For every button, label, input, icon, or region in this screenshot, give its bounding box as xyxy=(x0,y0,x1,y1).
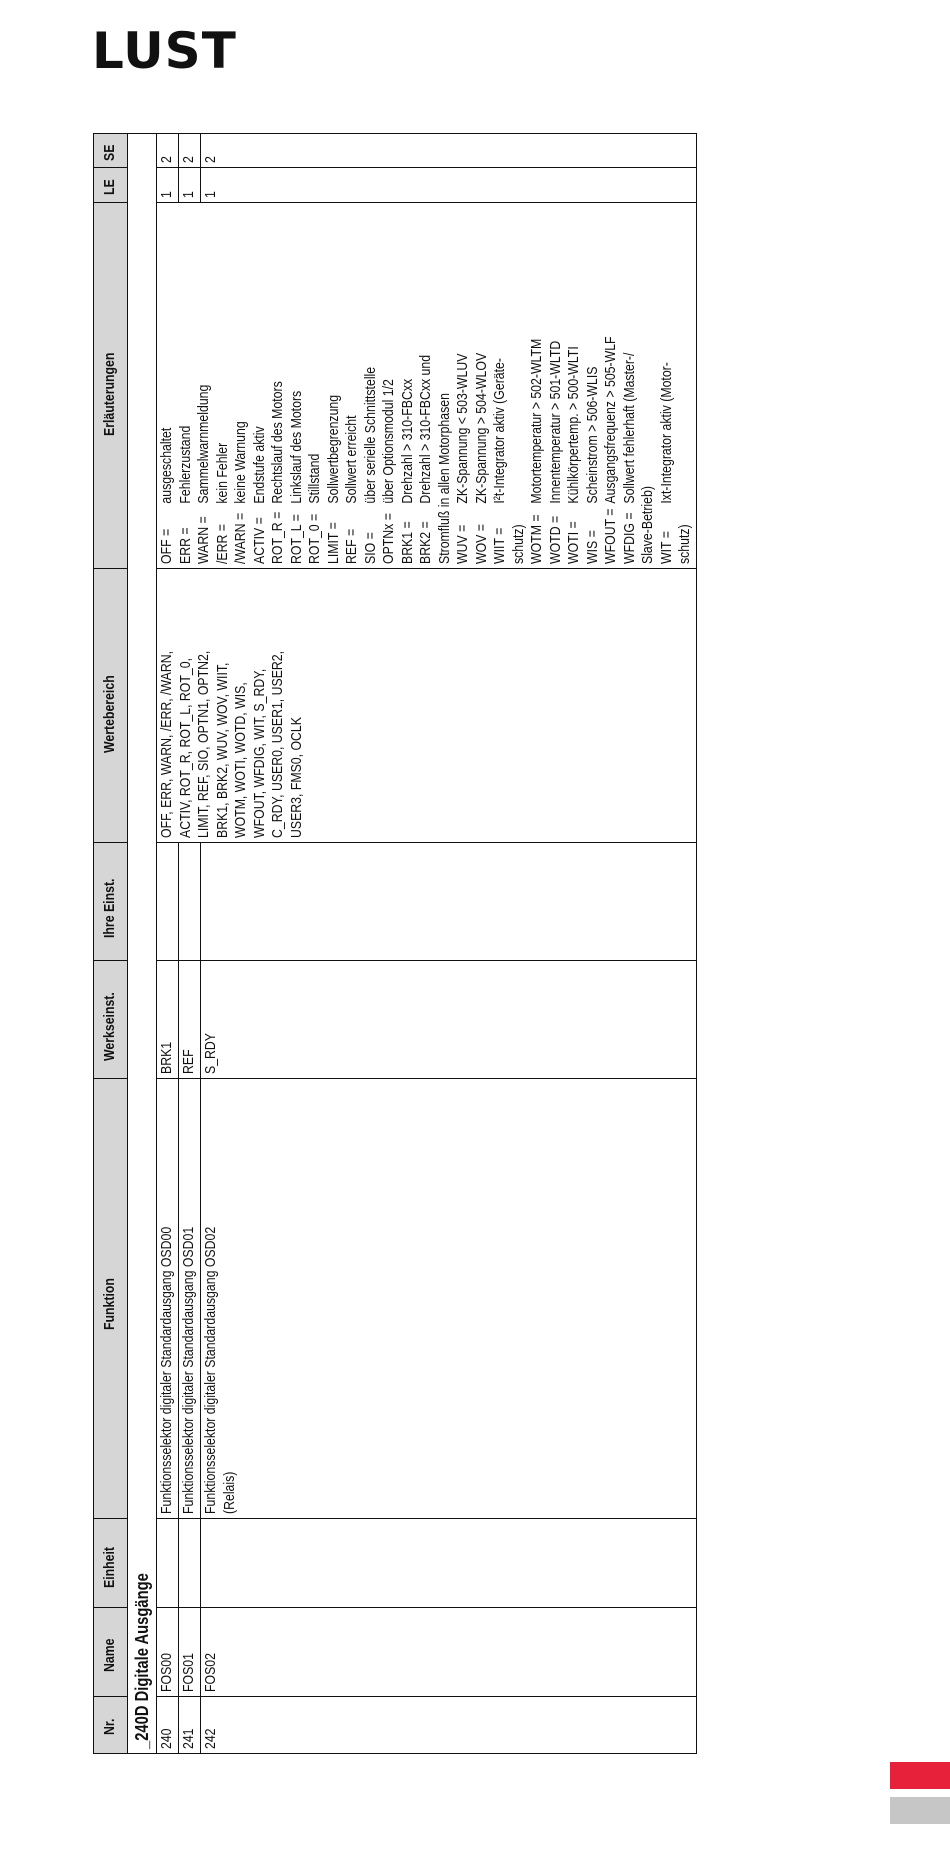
cell-funktion: Funktionsselektor digitaler Standardausgang OSD01 xyxy=(179,1079,201,1519)
description: ausgeschaltet xyxy=(158,427,175,504)
cell-name: FOS02 xyxy=(201,1608,697,1697)
cell-ihre-einst xyxy=(201,843,697,961)
header-nr: Nr. xyxy=(94,1697,128,1754)
parameter-table xyxy=(93,133,697,1754)
header-ihre-einst: Ihre Einst. xyxy=(94,843,128,961)
funktion-extra: (Relais) xyxy=(220,1471,238,1514)
description-continued: Stromfluß in allen Motorphasen xyxy=(435,393,453,564)
cell-einheit xyxy=(179,1519,201,1608)
description: Kühlkörpertemp. > 500-WLTI xyxy=(565,346,582,504)
code: LIMIT = xyxy=(324,522,342,564)
wertebereich-line: C_RDY, USER0, USER1, USER2, xyxy=(269,650,286,838)
code: WOTI = xyxy=(565,521,582,564)
wertebereich-line: USER3, FMS0, OCLK xyxy=(287,717,305,838)
header-werkseinst: Werkseinst. xyxy=(94,961,128,1079)
rotated-table-wrapper xyxy=(93,134,857,1754)
description: Scheinstrom > 506-WLIS xyxy=(583,366,601,504)
cell-werkseinst: REF xyxy=(179,961,201,1079)
cell-einheit xyxy=(201,1519,697,1608)
description: Ixt-Integrator aktiv (Motor- xyxy=(657,362,675,504)
cell-ihre-einst xyxy=(157,843,179,961)
code: ACTIV = xyxy=(250,517,268,564)
description-continued: schutz) xyxy=(676,524,693,564)
code: WOV = xyxy=(472,524,490,564)
cell-funktion: Funktionsselektor digitaler Standardausgang OSD00 xyxy=(157,1079,179,1519)
description: über serielle Schnittstelle xyxy=(361,366,379,504)
page-tab-grey xyxy=(890,1797,950,1824)
code: BRK2 = xyxy=(417,521,434,564)
section-title: _240D Digitale Ausgänge xyxy=(128,134,157,1754)
description: kein Fehler xyxy=(213,442,231,504)
code: WFOUT = xyxy=(602,508,619,564)
cell-wertebereich xyxy=(157,569,697,843)
cell-le: 1 xyxy=(157,168,179,203)
code: REF = xyxy=(343,528,360,564)
description: Endstufe aktiv xyxy=(250,426,268,504)
description: Linkslauf des Motors xyxy=(287,390,305,504)
wertebereich-line: LIMIT, REF, SIO, OPTN1, OPTN2, xyxy=(195,650,212,838)
cell-werkseinst: BRK1 xyxy=(157,961,179,1079)
code: ROT_L = xyxy=(287,514,305,564)
cell-nr: 242 xyxy=(201,1697,697,1754)
code: WIIT = xyxy=(491,527,508,564)
cell-ihre-einst xyxy=(179,843,201,961)
erlaeuterungen-list xyxy=(158,336,695,564)
lust-logo: LUST xyxy=(92,22,237,80)
section-row xyxy=(128,134,157,1754)
code: ROT_R = xyxy=(269,511,286,564)
code: WOTM = xyxy=(528,514,545,564)
description: Stillstand xyxy=(306,453,323,504)
cell-name: FOS00 xyxy=(157,1608,179,1697)
cell-nr: 240 xyxy=(157,1697,179,1754)
description: Sammelwarnmeldung xyxy=(195,384,212,504)
description: I²t-Integrator aktiv (Geräte- xyxy=(491,358,508,504)
wertebereich-line: WOTM, WOTI, WOTD, WIS, xyxy=(232,682,249,838)
description: Drehzahl > 310-FBCxx xyxy=(398,378,416,504)
page-tab-red xyxy=(890,1762,950,1789)
cell-se: 2 xyxy=(179,134,201,168)
description: Sollwert erreicht xyxy=(343,415,360,504)
wertebereich-line: OFF, ERR, WARN, /ERR, /WARN, xyxy=(158,650,175,838)
cell-einheit xyxy=(157,1519,179,1608)
description: Ausgangsfrequenz > 505-WLF xyxy=(602,336,619,504)
code: /WARN = xyxy=(232,512,249,564)
description: Sollwert fehlerhaft (Master-/ xyxy=(620,352,638,504)
header-wertebereich: Wertebereich xyxy=(94,569,128,843)
code: SIO = xyxy=(361,532,379,564)
code: /ERR = xyxy=(213,524,231,564)
code: WUV = xyxy=(454,524,471,564)
description: keine Warnung xyxy=(232,421,249,504)
wertebereich-line: ACTIV, ROT_R, ROT_L, ROT_0, xyxy=(176,658,194,838)
cell-werkseinst: S_RDY xyxy=(201,961,697,1079)
description: Motortemperatur > 502-WLTM xyxy=(528,338,545,504)
code: WIS = xyxy=(583,530,601,564)
description-continued: schutz) xyxy=(509,524,527,564)
code: WIT = xyxy=(657,531,675,564)
header-einheit: Einheit xyxy=(94,1519,128,1608)
cell-name: FOS01 xyxy=(179,1608,201,1697)
header-le: LE xyxy=(94,168,128,203)
code: WFDIG = xyxy=(620,512,638,564)
code: BRK1 = xyxy=(398,521,416,564)
description: ZK-Spannung > 504-WLOV xyxy=(472,352,490,504)
description-continued: Slave-Betrieb) xyxy=(639,486,656,564)
description: Drehzahl > 310-FBCxx und xyxy=(417,354,434,504)
code: OFF = xyxy=(158,528,175,564)
wertebereich-line: WFOUT, WFDIG, WIT, S_RDY, xyxy=(250,668,268,838)
description: Rechtslauf des Motors xyxy=(269,381,286,504)
header-funktion: Funktion xyxy=(94,1079,128,1519)
description: ZK-Spannung < 503-WLUV xyxy=(454,353,471,504)
cell-se: 2 xyxy=(157,134,179,168)
header-row xyxy=(94,134,128,1754)
code: ERR = xyxy=(176,527,194,564)
description: Sollwertbegrenzung xyxy=(324,394,342,504)
header-erlaeuterungen: Erläuterungen xyxy=(94,203,128,569)
cell-le: 1 xyxy=(201,168,697,203)
header-se: SE xyxy=(94,134,128,168)
funktion-line: Funktionsselektor digitaler Standardausgang OSD02 xyxy=(202,1226,219,1514)
code: WOTD = xyxy=(546,515,564,564)
code: OPTNx = xyxy=(380,513,397,564)
cell-nr: 241 xyxy=(179,1697,201,1754)
cell-se: 2 xyxy=(201,134,697,168)
code: ROT_0 = xyxy=(306,513,323,564)
cell-funktion xyxy=(201,1079,697,1519)
cell-le: 1 xyxy=(179,168,201,203)
description: Fehlerzustand xyxy=(176,425,194,504)
header-name: Name xyxy=(94,1608,128,1697)
code: WARN = xyxy=(195,516,212,564)
description: Innentemperatur > 501-WLTD xyxy=(546,340,564,504)
table-row xyxy=(157,134,179,1754)
wertebereich-line: BRK1, BRK2, WUV, WOV, WIIT, xyxy=(213,662,231,838)
description: über Optionsmodul 1/2 xyxy=(380,379,397,504)
cell-erlaeuterungen xyxy=(157,203,697,569)
